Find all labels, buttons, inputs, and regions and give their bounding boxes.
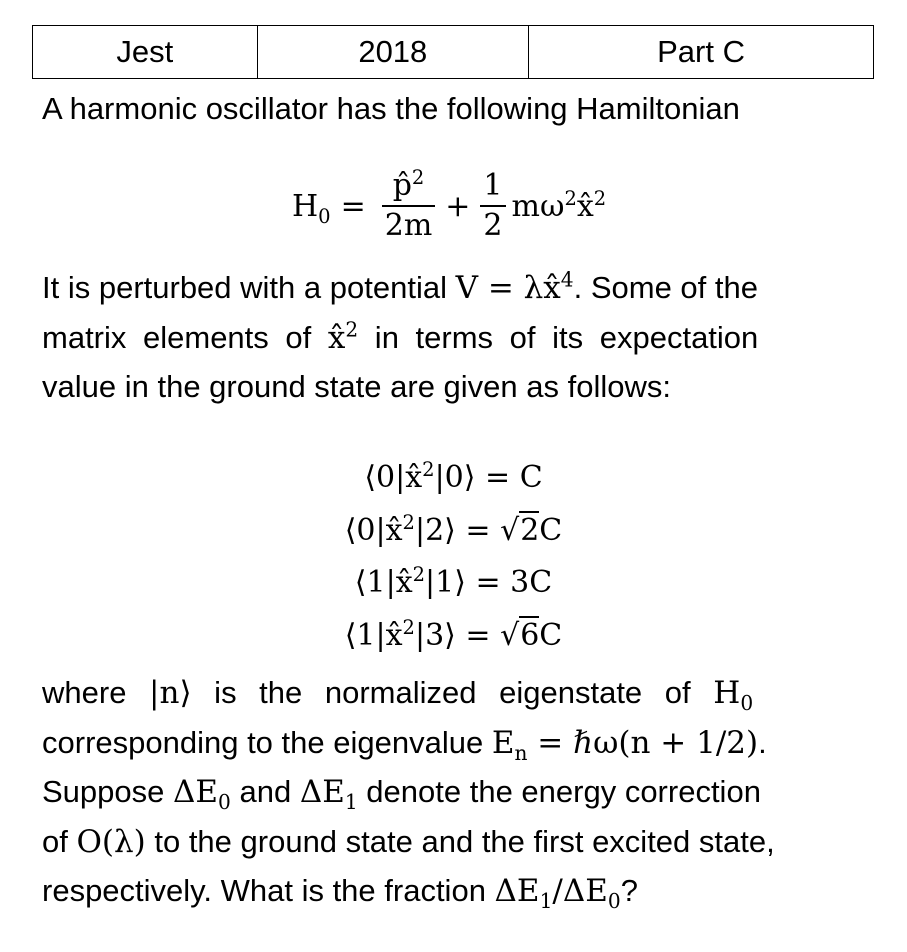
header-year: 2018 bbox=[257, 26, 529, 79]
ham-equals: = bbox=[340, 188, 366, 224]
ham-potential-term: $m\omega^2x̂^2$ bbox=[511, 186, 607, 224]
header-table bbox=[32, 25, 874, 79]
header-row bbox=[33, 26, 874, 79]
ham-fraction-kinetic: $\frac{p̂^2}{2m}$ bbox=[382, 169, 436, 243]
conclusion-line-1: where |n⟩ is the normalized eigenstate of $H_0$ bbox=[42, 675, 754, 716]
conclusion-line-2: corresponding to the eigenvalue $E_n$ = ℏω(n + 1/2). bbox=[42, 724, 767, 765]
ham-plus: + bbox=[445, 188, 471, 224]
matrix-element-row: ⟨1|x̂$^2$|3⟩ = √6C bbox=[344, 615, 563, 653]
perturbation-line-1: It is perturbed with a potential V = λx̂$^4$. Some of the bbox=[42, 267, 758, 306]
ham-fraction-half: $\frac{1}{2}$ bbox=[480, 169, 505, 243]
header-exam: Jest bbox=[33, 26, 258, 79]
header-part: Part C bbox=[529, 26, 874, 79]
perturbation-line-2: matrix elements of x̂$^2$ in terms of its expectation bbox=[42, 317, 759, 356]
hamiltonian-equation bbox=[292, 165, 606, 247]
conclusion-line-5: respectively. What is the fraction $\Delta E_1/\Delta E_0$? bbox=[42, 873, 638, 914]
perturbation-line-3: value in the ground state are given as follows: bbox=[42, 369, 671, 404]
ham-lhs: $H_0$ bbox=[292, 188, 331, 228]
matrix-element-row: ⟨0|x̂$^2$|0⟩ = C bbox=[364, 458, 543, 495]
intro-text: A harmonic oscillator has the following Hamiltonian bbox=[42, 91, 740, 126]
conclusion-line-4: of O(λ) to the ground state and the first excited state, bbox=[42, 823, 775, 860]
conclusion-line-3: Suppose $\Delta E_0$ and $\Delta E_1$ denote the energy correction bbox=[42, 774, 761, 815]
matrix-element-row: ⟨1|x̂$^2$|1⟩ = 3C bbox=[354, 563, 553, 600]
matrix-element-row: ⟨0|x̂$^2$|2⟩ = √2C bbox=[344, 510, 563, 548]
matrix-elements bbox=[0, 452, 907, 662]
